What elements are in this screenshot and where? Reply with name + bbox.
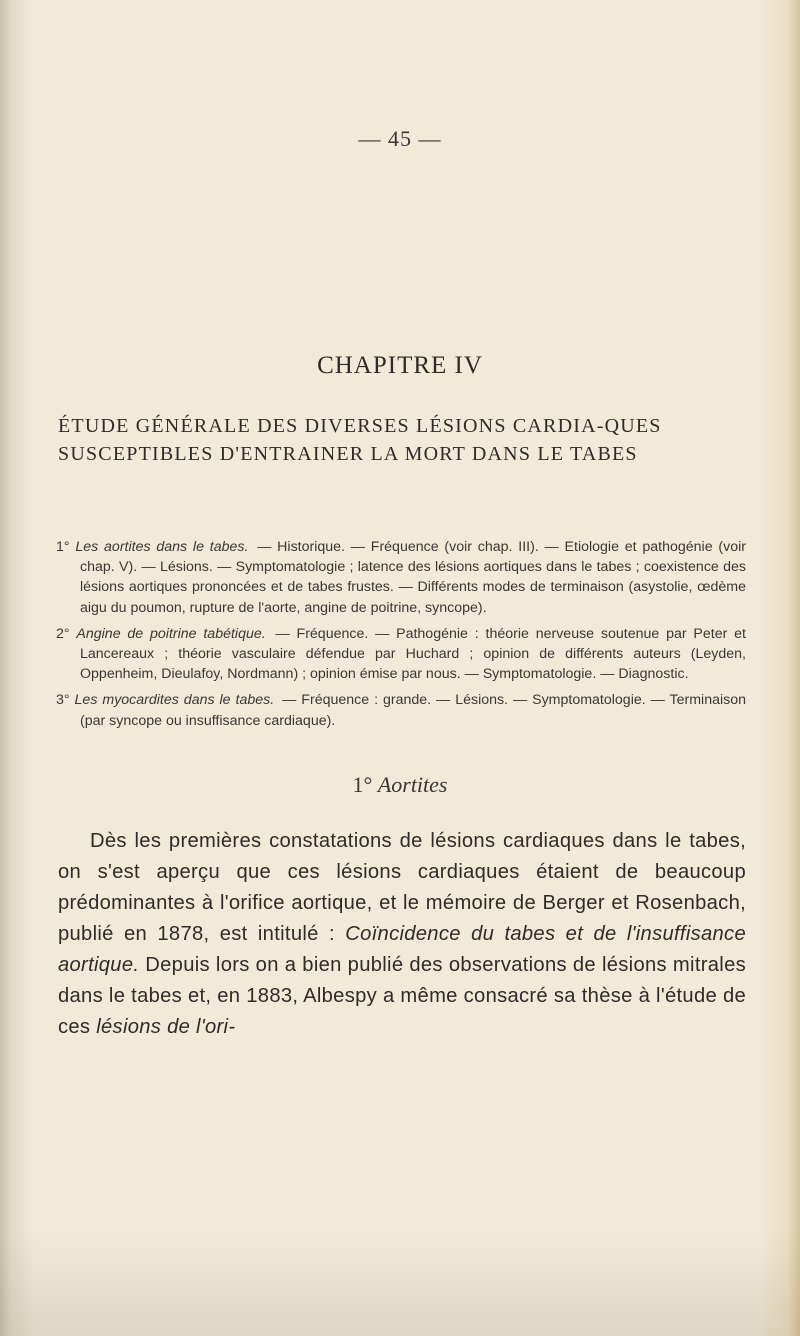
summary-item (56, 624, 746, 685)
summary-item-title: Les aortites dans le tabes. (75, 539, 249, 555)
summary-item-title: Angine de poitrine tabétique. (76, 625, 266, 642)
page-number: — 45 — (358, 126, 442, 151)
summary-item-text: — Fréquence. — Pathogénie : théorie nerveuse soutenue par Peter et Lancereaux ; théorie vasculaire défendue par Huchard ; opinion de différents auteurs (Leyden, Oppenheim, Dieulafoy, Nordmann) ; opinion émise par nous. — Symptomatologie. — Diagnostic. (80, 625, 746, 683)
summary-item-text: — Fréquence : grande. — Lésions. — Symptomatologie. — Terminaison (par syncope ou insuffisance cardiaque). (80, 692, 747, 729)
summary-item-title: Les myocardites dans le tabes. (74, 692, 275, 709)
summary-item-number: 1° (56, 539, 70, 555)
chapter-summary (56, 537, 746, 737)
cited-title: Coïncidence du tabes et de l'insuffisance aortique. (58, 923, 746, 976)
section-heading (0, 772, 800, 798)
summary-item (56, 537, 746, 618)
chapter-title: CHAPITRE IV (317, 352, 483, 379)
summary-item (56, 690, 746, 730)
chapter-subtitle: ÉTUDE GÉNÉRALE DES DIVERSES LÉSIONS CARDIA-QUES SUSCEPTIBLES D'ENTRAINER LA MORT DANS LE TABES (58, 415, 662, 465)
section-number: 1° (352, 772, 373, 797)
summary-item-number: 2° (56, 625, 70, 642)
summary-item-number: 3° (56, 692, 70, 709)
summary-item-text: — Historique. — Fréquence (voir chap. III). — Etiologie et pathogénie (voir chap. V). — Lésions. — Symptomatologie ; latence des lésions aortiques dans le tabes ; coexistence des lésions aortiques prononcées et de tabes frustes. — Différents modes de terminaison (asystolie, œdème aigu du poumon, rupture de l'aorte, angine de poitrine, syncope). (80, 539, 746, 616)
body-text-part: Dès les premières constatations de lésions cardiaques dans le tabes, on s'est aperçu que ces lésions cardiaques étaient de beaucoup prédominantes à l'orifice aortique, et le mémoire de Berger et Rosenbach, publié en 1878, est intitulé : (58, 830, 746, 945)
body-text-part: Depuis lors on a bien publié des observations de lésions mitrales dans le tabes et, en 1883, Albespy a même consacré sa thèse à l'étude de ces (58, 954, 746, 1038)
cited-title: lésions de l'ori- (96, 1016, 236, 1038)
section-title: Aortites (377, 772, 448, 797)
body-paragraph (58, 826, 746, 1043)
